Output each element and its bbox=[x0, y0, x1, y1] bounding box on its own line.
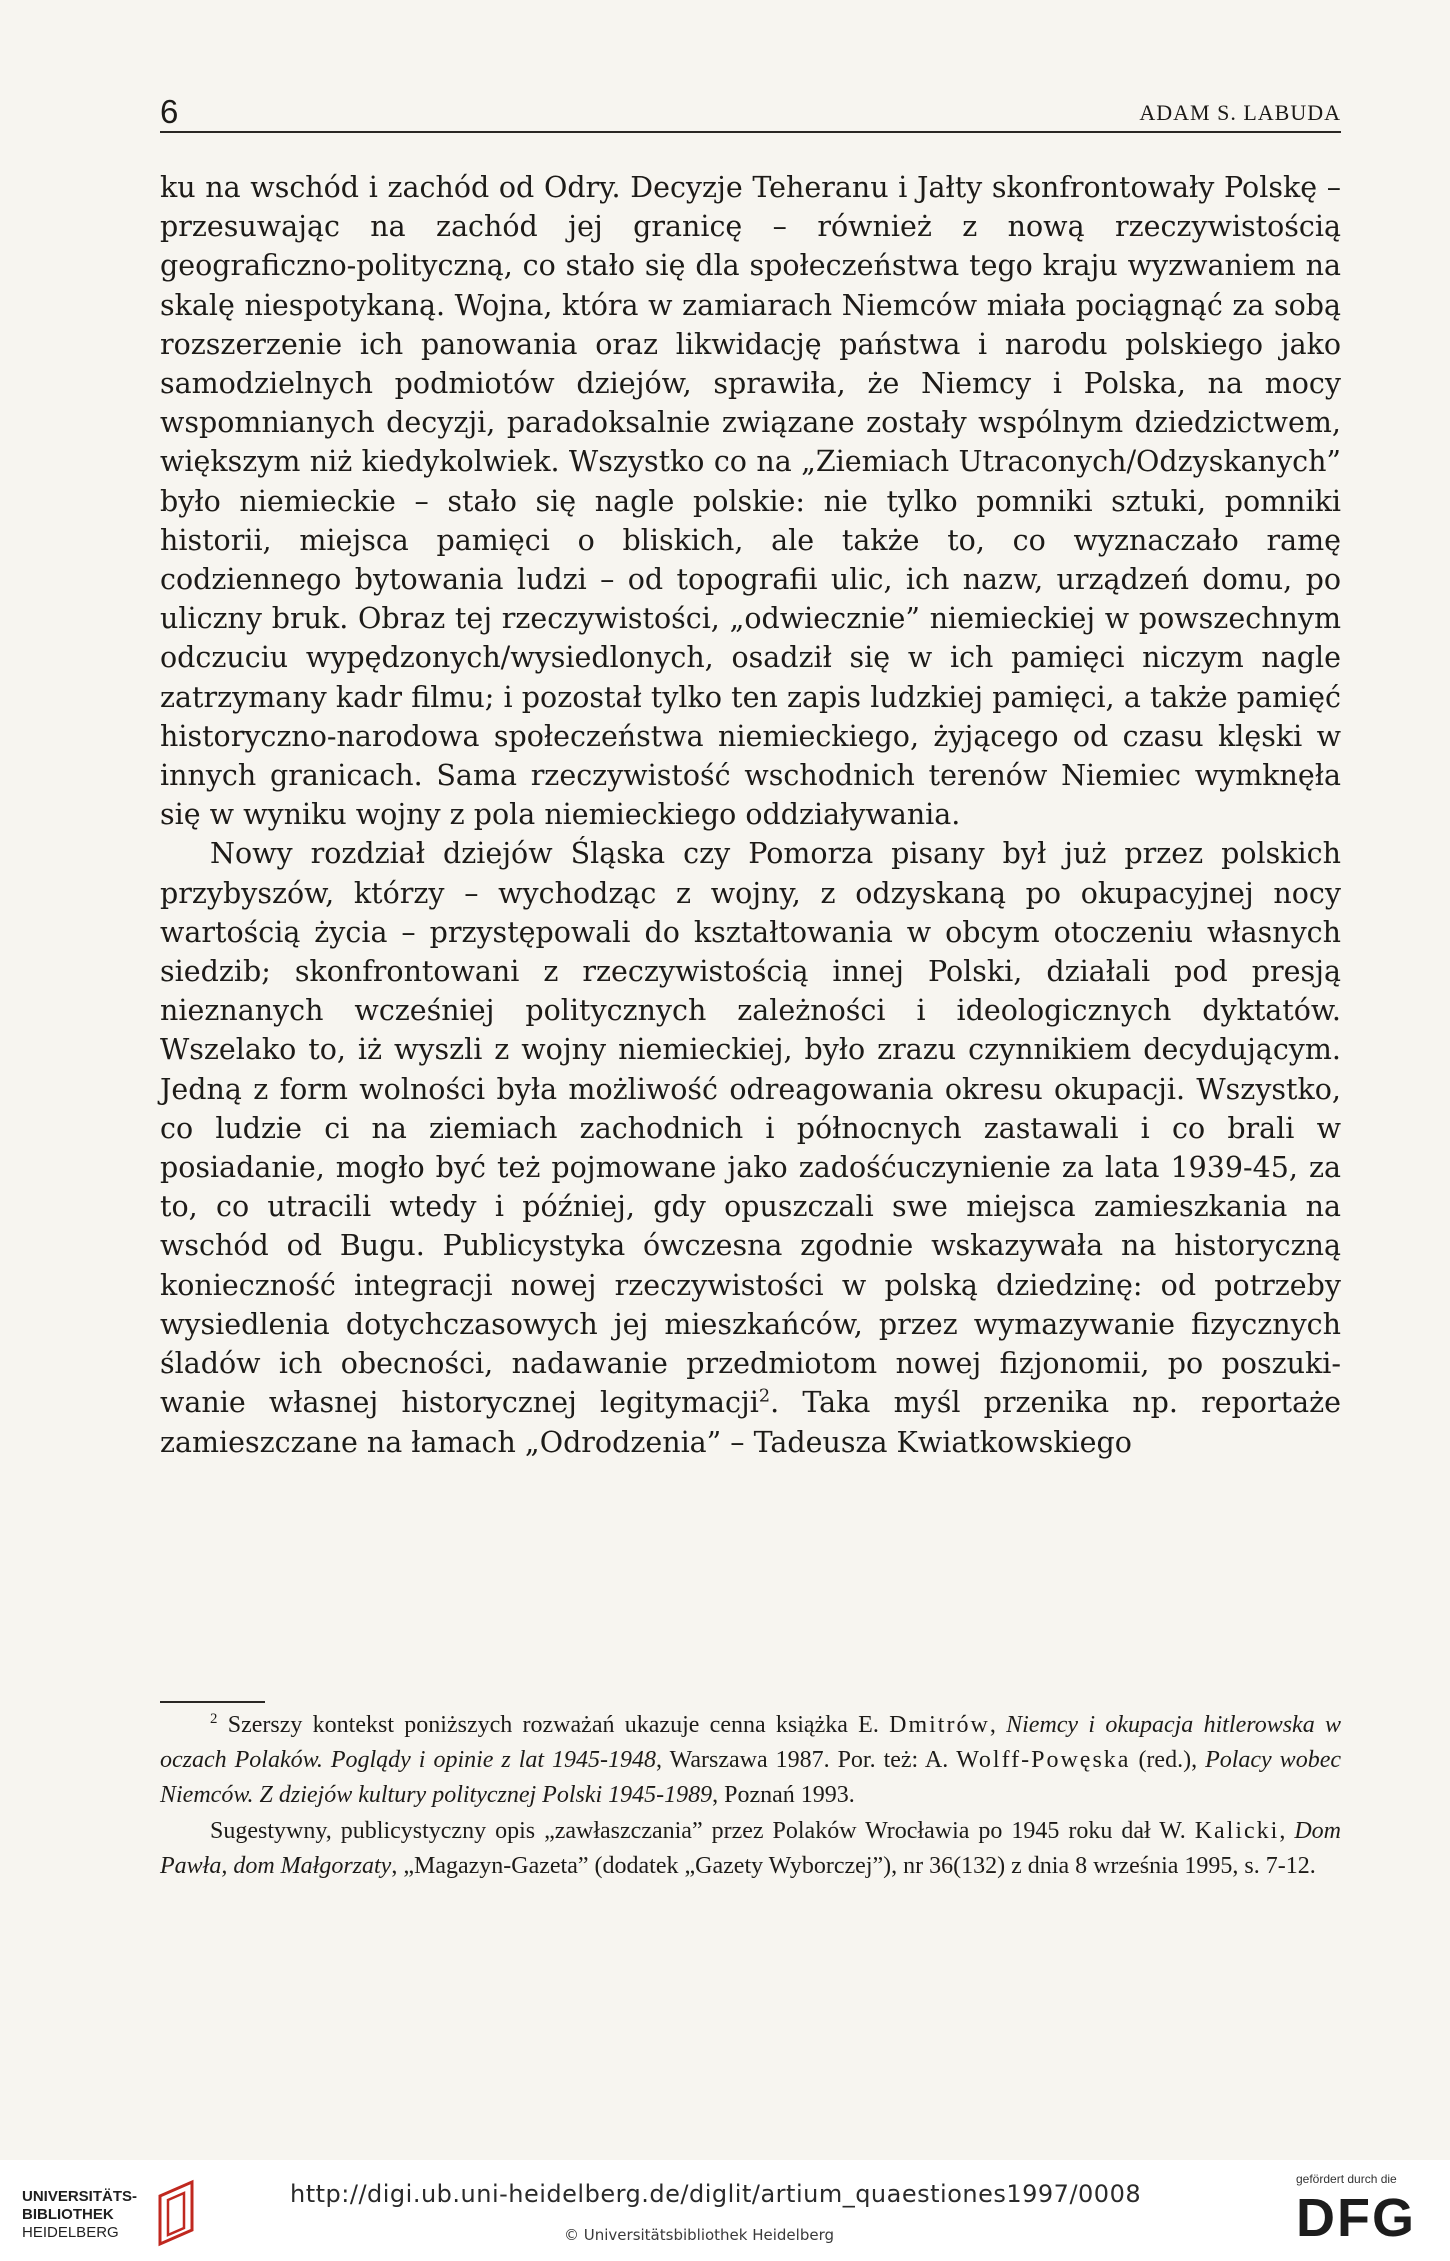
body-text bbox=[160, 168, 1341, 1462]
header-rule bbox=[160, 131, 1341, 133]
running-head bbox=[160, 92, 1341, 132]
institution-line: UNIVERSITÄTS- bbox=[22, 2188, 138, 2205]
page-number: 6 bbox=[160, 93, 179, 130]
footnote-text: , Poznań 1993. bbox=[712, 1782, 855, 1809]
footnote-text: , bbox=[989, 1712, 1007, 1738]
footnote-2-continued bbox=[160, 1814, 1341, 1884]
paragraph-2-tail: . Taka myśl przenika np. reportaże zamieszczane na łamach „Odrodzenia” – Tadeusza Kwiatkowskiego bbox=[160, 1386, 1341, 1459]
footnote-text: , „Magazyn-Gazeta” (dodatek „Gazety Wyborczej”), nr 36(132) z dnia 8 września 1995, s. 7-12. bbox=[391, 1852, 1316, 1879]
copyright-notice: © Universitätsbibliothek Heidelberg bbox=[564, 2226, 835, 2244]
footnote-text: Szerszy kontekst poniższych rozważań ukazuje cenna książka E. bbox=[217, 1712, 890, 1738]
funder-block[interactable] bbox=[1296, 2172, 1426, 2252]
institution-name bbox=[22, 2188, 137, 2242]
digitization-footer bbox=[0, 2160, 1450, 2261]
footnote-author: Dmitrów bbox=[889, 1712, 990, 1738]
footnote-text: (red.), bbox=[1130, 1747, 1206, 1774]
footnote-text: Sugestywny, publicystyczny opis „zawłaszczania” przez Polaków Wrocławia po 1945 roku dał W. bbox=[210, 1817, 1195, 1844]
footnote-title: Niemcy i okupacja hitlerowska w oczach Polaków. Poglądy i opinie z lat 1945-1948 bbox=[160, 1712, 1341, 1774]
footnote-author: Wolff-Powęska bbox=[956, 1747, 1131, 1774]
institution-line: BIBLIOTHEK bbox=[22, 2206, 114, 2223]
library-logo-icon bbox=[152, 2178, 202, 2248]
footnote-title: Polacy wobec Niemców. Z dziejów kultury politycznej Polski 1945-1989 bbox=[160, 1747, 1341, 1809]
footnote-author: Kalicki bbox=[1194, 1817, 1280, 1844]
footnote-reference[interactable]: 2 bbox=[758, 1386, 771, 1407]
footnote-text: , bbox=[1279, 1817, 1295, 1844]
permalink[interactable]: http://digi.ub.uni-heidelberg.de/diglit/artium_quaestiones1997/0008 bbox=[290, 2180, 1142, 2208]
university-library-logo[interactable] bbox=[22, 2178, 212, 2258]
footnote-text: , Warszawa 1987. Por. też: A. bbox=[656, 1747, 957, 1774]
dfg-logo: DFG bbox=[1296, 2188, 1416, 2248]
footnote-number: 2 bbox=[210, 1711, 218, 1727]
footnotes bbox=[160, 1708, 1341, 1884]
paragraph-2 bbox=[160, 834, 1341, 1461]
footnote-2 bbox=[160, 1708, 1341, 1814]
institution-line: HEIDELBERG bbox=[22, 2224, 119, 2241]
running-head-author: ADAM S. LABUDA bbox=[1139, 100, 1341, 125]
paragraph-1: ku na wschód i zachód od Odry. Decyzje Teheranu i Jałty skonfrontowały Polskę – przesuwając na zachód jej granicę – również z nową rzeczywistością geograficzno-polityczną, co stało się dla społeczeństwa tego kraju wyzwaniem na skalę niespotykaną. Wojna, która w zamiarach Niemców miała pociągnąć za sobą rozszerzenie ich panowania oraz likwidację państwa i narodu polskiego jako samodzielnych podmiotów dziejów, sprawiła, że Niemcy i Polska, na mocy wspomnianych decyzji, paradoksalnie związane zostały wspólnym dziedzictwem, większym niż kiedykolwiek. Wszystko co na „Ziemiach Utraconych/Odzyskanych” było niemieckie – stało się nagle polskie: nie tylko pomniki sztuki, pomniki historii, miejsca pamięci o bliskich, ale także to, co wyznaczało ramę codziennego bytowania ludzi – od topografii ulic, ich nazw, urządzeń domu, po uliczny bruk. Obraz tej rzeczywistości, „odwiecznie” niemieckiej w powszechnym odczuciu wypędzonych/wysiedlonych, osadził się w ich pamięci niczym nagle zatrzymany kadr filmu; i pozostał tylko ten zapis ludzkiej pamięci, a także pamięć historyczno-narodowa społeczeństwa niemieckiego, żyjącego od czasu klęski w innych granicach. Sama rzeczywistość wschodnich terenów Niemiec wymknęła się w wyniku wojny z pola niemieckiego oddziaływania. bbox=[160, 171, 1341, 832]
footnote-title: Dom Pawła, dom Małgorzaty bbox=[160, 1817, 1341, 1879]
footnote-rule bbox=[160, 1701, 265, 1703]
funding-label: gefördert durch die bbox=[1296, 2172, 1397, 2186]
paragraph-2-text: Nowy rozdział dziejów Śląska czy Pomorza pisany był już przez polskich przybyszów, którzy – wychodząc z wojny, z odzyskaną po okupacyjnej nocy wartością życia – przystępowali do kształtowania w obcym otoczeniu własnych siedzib; skonfrontowani z rzeczywistością innej Polski, działali pod presją nieznanych wcześniej politycznych zależności i ideologicznych dyktatów. Wszelako to, iż wyszli z wojny niemieckiej, było zrazu czynnikiem decydującym. Jedną z form wolności była możliwość odreagowania okresu okupacji. Wszystko, co ludzie ci na ziemiach zachodnich i północnych zastawali i co brali w posiadanie, mogło być też pojmowane jako zadośćuczynienie za lata 1939-45, za to, co utracili wtedy i później, gdy opuszczali swe miejsca zamieszkania na wschód od Bugu. Publicystyka ówczesna zgodnie wskazywała na historyczną konieczność integracji nowej rzeczywistości w polską dziedzinę: od potrzeby wysiedlenia dotychczasowych jej mieszkańców, przez wymazywanie fizycznych śladów ich obecności, nadawanie przedmiotom nowej fizjonomii, po poszukiwanie własnej historycznej legitymacji bbox=[160, 837, 1341, 1420]
